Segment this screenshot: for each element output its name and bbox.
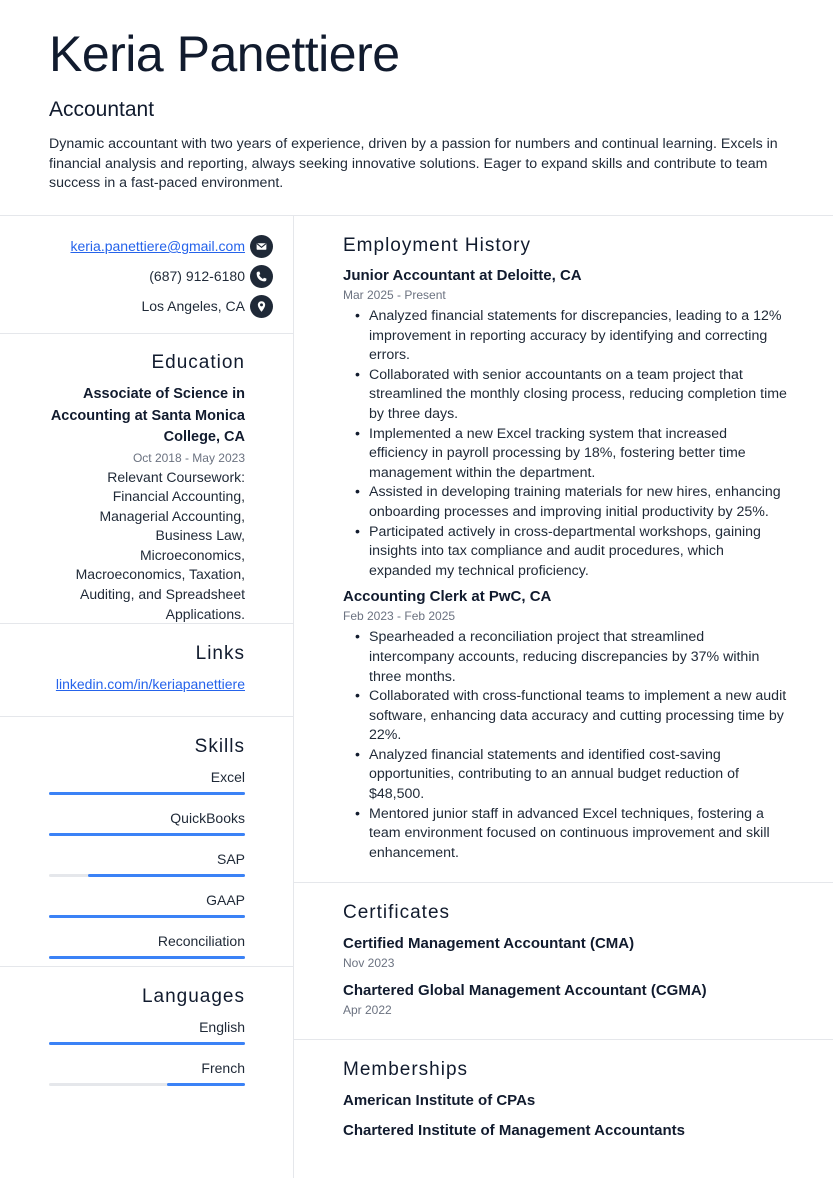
skill-level-bar	[49, 792, 245, 795]
envelope-icon	[250, 235, 273, 258]
column-divider	[293, 215, 294, 1178]
right-divider	[293, 1039, 833, 1040]
skill-level-bar	[49, 874, 245, 877]
skill-level-fill	[49, 792, 245, 795]
left-divider	[0, 333, 293, 334]
resume-header	[49, 22, 789, 194]
languages-heading: Languages	[141, 986, 245, 1007]
achievement-item: • Analyzed financial statements for discrepancies, leading to a 12% improvement in reporting accuracy by identifying and correcting errors.	[343, 307, 788, 366]
education-heading: Education	[151, 352, 245, 373]
skill-level-fill	[167, 1083, 245, 1086]
job-title: Accountant	[49, 98, 155, 121]
skill-level-bar	[49, 1042, 245, 1045]
skill-label: GAAP	[206, 892, 245, 908]
links-heading: Links	[195, 643, 245, 664]
job-entry-dates: Mar 2025 - Present	[343, 288, 446, 302]
left-divider	[0, 623, 293, 624]
employment-section	[343, 234, 788, 863]
skill-label: Excel	[210, 769, 245, 785]
profile-summary: Dynamic accountant with two years of experience, driven by a passion for numbers and continual learning. Excels in financial analysis and reporting, always seeking innovative solutions. Eager to expand skills and contribute to team success in a fast-paced environment.	[49, 136, 778, 191]
skill-level-bar	[49, 833, 245, 836]
achievement-item: • Collaborated with cross-functional teams to implement a new audit software, enhancing data accuracy and cutting processing time by 22%.	[343, 687, 788, 746]
job-achievements	[343, 307, 788, 581]
contact-location-row	[141, 294, 273, 318]
memberships-heading: Memberships	[343, 1059, 469, 1080]
skill-level-bar	[49, 1083, 245, 1086]
achievement-item: • Collaborated with senior accountants on a team project that streamlined the monthly closing process, reducing completion time by three days.	[343, 366, 788, 425]
education-degree: Associate of Science in Accounting at Santa Monica College, CA	[50, 386, 245, 445]
certificate-name: Certified Management Accountant (CMA)	[343, 935, 635, 952]
skill-label: QuickBooks	[170, 810, 245, 826]
job-entry	[343, 266, 788, 581]
job-entry-title: Accounting Clerk at PwC, CA	[343, 588, 552, 606]
left-divider	[0, 716, 293, 717]
education-description: Relevant Coursework: Financial Accounting, Managerial Accounting, Business Law, Microeconomics, Macroeconomics, Taxation, Auditing, and Spreadsheet Applications.	[75, 468, 245, 622]
job-entry-dates: Feb 2023 - Feb 2025	[343, 609, 456, 624]
linkedin-link[interactable]: linkedin.com/in/keriapanettiere	[55, 676, 245, 692]
phone-number: (687) 912-6180	[149, 268, 245, 284]
skill-level-fill	[49, 915, 245, 918]
contact-email-row	[70, 234, 273, 258]
header-divider	[0, 215, 833, 216]
job-entry-title: Junior Accountant at Deloitte, CA	[343, 267, 582, 284]
skill-label: Reconciliation	[157, 933, 245, 949]
certificate-entry	[343, 934, 788, 972]
skill-level-fill	[49, 833, 245, 836]
skill-level-fill	[88, 874, 245, 877]
education-dates: Oct 2018 - May 2023	[132, 450, 245, 465]
skill-label: English	[199, 1019, 245, 1035]
contact-phone-row	[149, 264, 273, 288]
achievement-item: • Implemented a new Excel tracking system that increased efficiency in payroll processing by 18%, fostering better time management within the department.	[343, 425, 788, 484]
skills-heading: Skills	[194, 736, 245, 757]
skill-label: French	[201, 1060, 245, 1076]
certificate-entry	[343, 981, 788, 1019]
certificate-date: Nov 2023	[343, 956, 395, 970]
achievement-item: • Assisted in developing training materials for new hires, enhancing onboarding processes and improving initial productivity by 25%.	[343, 483, 788, 522]
job-achievements	[343, 628, 788, 863]
right-divider	[293, 882, 833, 883]
achievement-item: • Analyzed financial statements and identified cost-saving opportunities, contributing to an annual budget reduction of $48,500.	[343, 746, 788, 805]
phone-icon	[250, 265, 273, 288]
languages-section	[49, 985, 245, 1100]
location-text: Los Angeles, CA	[141, 298, 245, 314]
achievement-item: • Mentored junior staff in advanced Excel techniques, fostering a team environment focused on continuous improvement and skill enhancement.	[343, 805, 788, 864]
certificates-heading: Certificates	[343, 902, 451, 923]
certificate-name: Chartered Global Management Accountant (CGMA)	[343, 982, 707, 999]
skills-section	[49, 735, 245, 973]
job-entry	[343, 587, 788, 863]
skill-level-bar	[49, 915, 245, 918]
links-section	[49, 642, 245, 694]
memberships-section	[343, 1058, 788, 1141]
location-pin-icon	[250, 295, 273, 318]
candidate-name: Keria Panettiere	[49, 26, 400, 82]
left-divider	[0, 966, 293, 967]
certificates-section	[343, 901, 788, 1019]
membership-item: American Institute of CPAs	[343, 1092, 536, 1109]
education-section	[49, 351, 245, 624]
email-link[interactable]: keria.panettiere@gmail.com	[70, 238, 245, 254]
membership-item: Chartered Institute of Management Accountants	[343, 1122, 685, 1139]
skill-level-bar	[49, 956, 245, 959]
skill-label: SAP	[216, 851, 245, 867]
achievement-item: • Participated actively in cross-departmental workshops, gaining insights into tax compliance and audit procedures, which expanded my technical proficiency.	[343, 523, 788, 582]
employment-heading: Employment History	[343, 235, 531, 256]
certificate-date: Apr 2022	[343, 1003, 392, 1017]
achievement-item: • Spearheaded a reconciliation project that streamlined intercompany accounts, reducing discrepancies by 37% within three months.	[343, 628, 788, 687]
skill-level-fill	[49, 956, 245, 959]
skill-level-fill	[49, 1042, 245, 1045]
